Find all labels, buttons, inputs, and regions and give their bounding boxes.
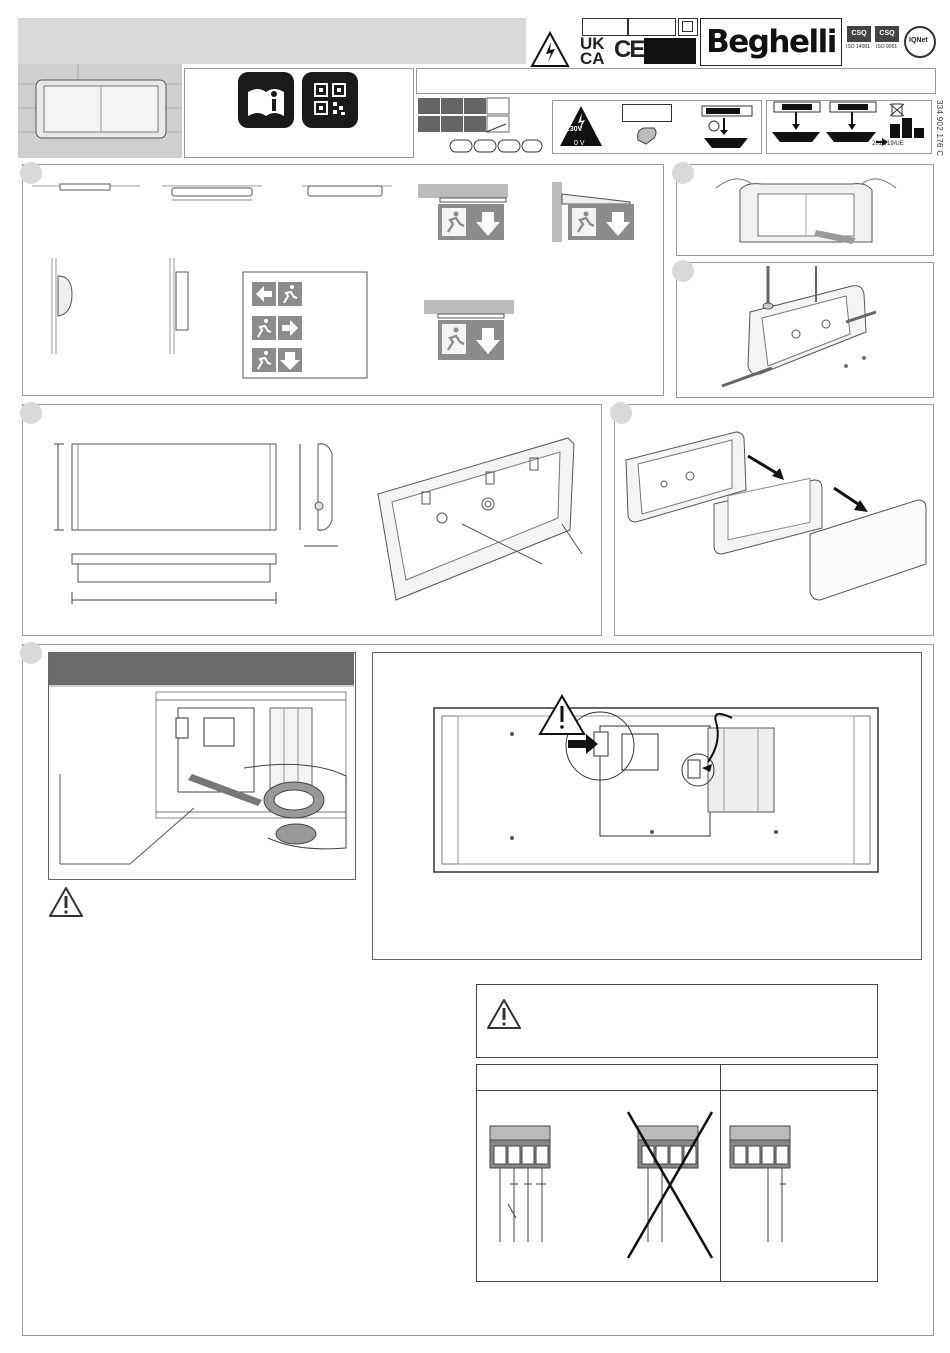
terminal-blocks — [476, 1090, 876, 1280]
voltage-label: 230V — [566, 126, 583, 133]
battery-recycle-icon — [696, 104, 756, 150]
exit-sign-pendant-icon — [438, 320, 504, 360]
brand-logo: Beghelli — [700, 18, 842, 66]
manual-info-icon[interactable] — [238, 72, 294, 128]
csq-badge-2: CSQ — [875, 26, 899, 42]
scissors-icon — [48, 688, 354, 878]
ce-mark: CE — [614, 36, 644, 63]
csq-badge-1: CSQ — [847, 26, 871, 42]
qr-code-icon[interactable] — [302, 72, 358, 128]
note-warning-icon — [486, 998, 522, 1030]
document-code: 334.902.176 C — [935, 100, 944, 157]
recycle-bin-icon — [768, 102, 928, 150]
warning-note-box — [476, 984, 878, 1058]
arrow-down-icon — [252, 348, 306, 372]
step-marker-6 — [20, 642, 42, 664]
opening-diagram — [676, 164, 932, 254]
zero-volt-label: 0 V — [574, 140, 585, 147]
iso-label-1: ISO 14001 — [846, 44, 870, 50]
iso-label-2: ISO 9001 — [876, 44, 898, 50]
manual-box — [184, 68, 414, 158]
product-photo-drawing — [18, 64, 182, 158]
header-gray-band — [18, 18, 526, 64]
manual-info-glyph — [238, 72, 294, 128]
weee-directive: 2012/19/UE — [872, 141, 904, 147]
assembly-diagram — [614, 404, 932, 634]
cut-cable-divider — [49, 685, 354, 687]
exit-running-man-icon — [438, 204, 504, 240]
dimensions-diagram — [22, 404, 600, 634]
hand-press-icon — [632, 122, 662, 146]
ce-box — [628, 18, 676, 36]
connection-diagram — [372, 652, 920, 958]
ukca-mark: UK CA — [580, 34, 605, 68]
arrow-right-icon — [252, 316, 306, 340]
arrow-left-icon — [252, 282, 306, 306]
qr-code-glyph — [302, 72, 358, 128]
model-swatches — [416, 96, 546, 156]
lightning-warning-icon — [530, 30, 570, 70]
title-strip — [416, 68, 936, 94]
mounting-diagrams — [22, 164, 662, 394]
product-photo — [18, 64, 182, 158]
small-square-icon — [682, 21, 693, 32]
cut-cable-header — [49, 653, 354, 685]
iqnet-seal — [904, 26, 936, 58]
iqnet-label: IQNet — [909, 37, 928, 44]
warning-triangle-icon — [48, 886, 84, 918]
black-label-block — [644, 38, 696, 64]
exit-sign-wall-icon — [568, 204, 634, 240]
fixing-diagram — [676, 262, 932, 396]
device-switch-box — [622, 104, 672, 122]
